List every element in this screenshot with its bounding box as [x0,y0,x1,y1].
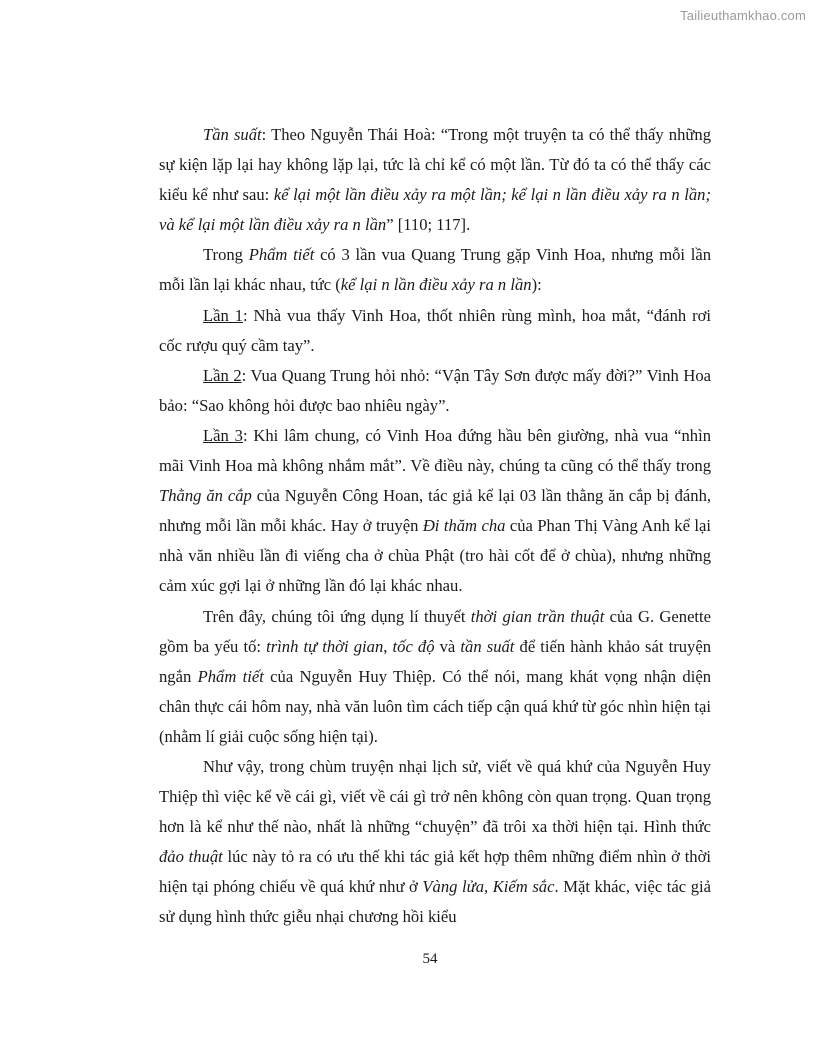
page-number: 54 [422,951,438,967]
italic-text: Phẩm tiết [197,666,264,686]
italic-text: kể lại một lần điều xảy ra một lần; kể lại n lần điều xảy ra n lần; và kể lại một lần điều xảy ra n lần [159,185,711,235]
underlined-text: Lần 2 [203,365,242,385]
text-run: : Nhà vua thấy Vinh Hoa, thốt nhiên rùng mình, hoa mắt, “đánh rơi cốc rượu quý cầm tay”. [159,305,711,355]
text-run: . Mặt khác, việc tác giả sử dụng hình thức giễu nhại chương hồi kiểu [159,877,711,927]
text-run: Trên đây, chúng tôi ứng dụng lí thuyết [203,606,471,626]
italic-text: thời gian trần thuật [470,606,605,626]
italic-text: tần suất [460,636,515,656]
paragraph-lan-2 [159,361,711,421]
paragraph-genette [159,602,711,752]
paragraph-nhu-vay [159,752,711,933]
text-run: để tiến hành khảo sát truyện ngắn [159,636,711,686]
text-run: lúc này tỏ ra có ưu thế khi tác giả kết hợp thêm những điểm nhìn ở thời hiện tại phóng chiếu về quá khứ như ở [159,847,711,897]
italic-text: Phẩm tiết [248,245,315,265]
italic-text: Tần suất [203,125,262,144]
text-run: của Phan Thị Vàng Anh kể lại nhà văn nhiều lần đi viếng cha ở chùa Phật (tro hài cốt để ở chùa), nhưng những cảm xúc gợi lại ở những lần đó lại khác nhau. [159,516,711,596]
text-run: và [434,636,461,656]
paragraph-lan-1 [159,301,711,361]
paragraph-lan-3 [159,421,711,602]
text-run: : Khi lâm chung, có Vinh Hoa đứng hầu bên giường, nhà vua “nhìn mãi Vinh Hoa mà không nhắm mắt”. Về điều này, chúng ta cũng có thể thấy trong [159,425,712,476]
italic-text: Đi thăm cha [422,516,506,536]
text-run: : Vua Quang Trung hỏi nhỏ: “Vận Tây Sơn được mấy đời?” Vinh Hoa bảo: “Sao không hỏi được bao nhiêu ngày”. [159,365,711,415]
underlined-text: Lần 1 [203,305,243,325]
text-run: Trong [203,245,249,265]
text-run: của Nguyễn Công Hoan, tác giả kể lại 03 lần thằng ăn cắp bị đánh, nhưng mỗi lần mỗi khác. Hay ở truyện [159,486,712,536]
italic-text: trình tự thời gian [266,636,384,656]
text-run: ” [110; 117]. [386,215,471,235]
italic-text: tốc độ [392,636,435,656]
text-run: , [383,636,393,656]
italic-text: Vàng lửa, Kiếm sắc [422,877,555,897]
paragraph-pham-tiet-intro [159,240,711,300]
text-run: của G. Genette gồm ba yếu tố: [159,606,712,656]
text-run: Như vậy, trong chùm truyện nhại lịch sử, viết về quá khứ của Nguyễn Huy Thiệp thì việc kể về cái gì, viết về cái gì trở nên không còn quan trọng. Quan trọng hơn là kể như thế nào, nhất là những “chuyện” đã trôi xa thời hiện tại. Hình thức [159,756,711,837]
italic-text: đảo thuật [159,847,223,867]
watermark-text: Tailieuthamkhao.com [680,8,806,23]
italic-text: kể lại n lần điều xảy ra n lần [340,275,532,295]
text-run: có 3 lần vua Quang Trung gặp Vinh Hoa, nhưng mỗi lần mỗi lần lại khác nhau, tức ( [159,245,712,295]
text-run: : Theo Nguyễn Thái Hoà: “Trong một truyện ta có thể thấy những sự kiện lặp lại hay không lặp lại, tức là chỉ kể có một lần. Từ đó ta có thể thấy các kiểu kể như sau: [159,125,711,205]
text-run: ): [531,275,542,295]
underlined-text: Lần 3 [203,425,243,445]
document-body [159,120,711,933]
paragraph-tan-suat [159,120,711,240]
text-run: của Nguyễn Huy Thiệp. Có thể nói, mang khát vọng nhận diện chân thực cái hôm nay, nhà văn luôn tìm cách tiếp cận quá khứ từ góc nhìn hiện tại (nhằm lí giải cuộc sống hiện tại). [159,666,711,746]
italic-text: Thằng ăn cắp [159,486,252,506]
